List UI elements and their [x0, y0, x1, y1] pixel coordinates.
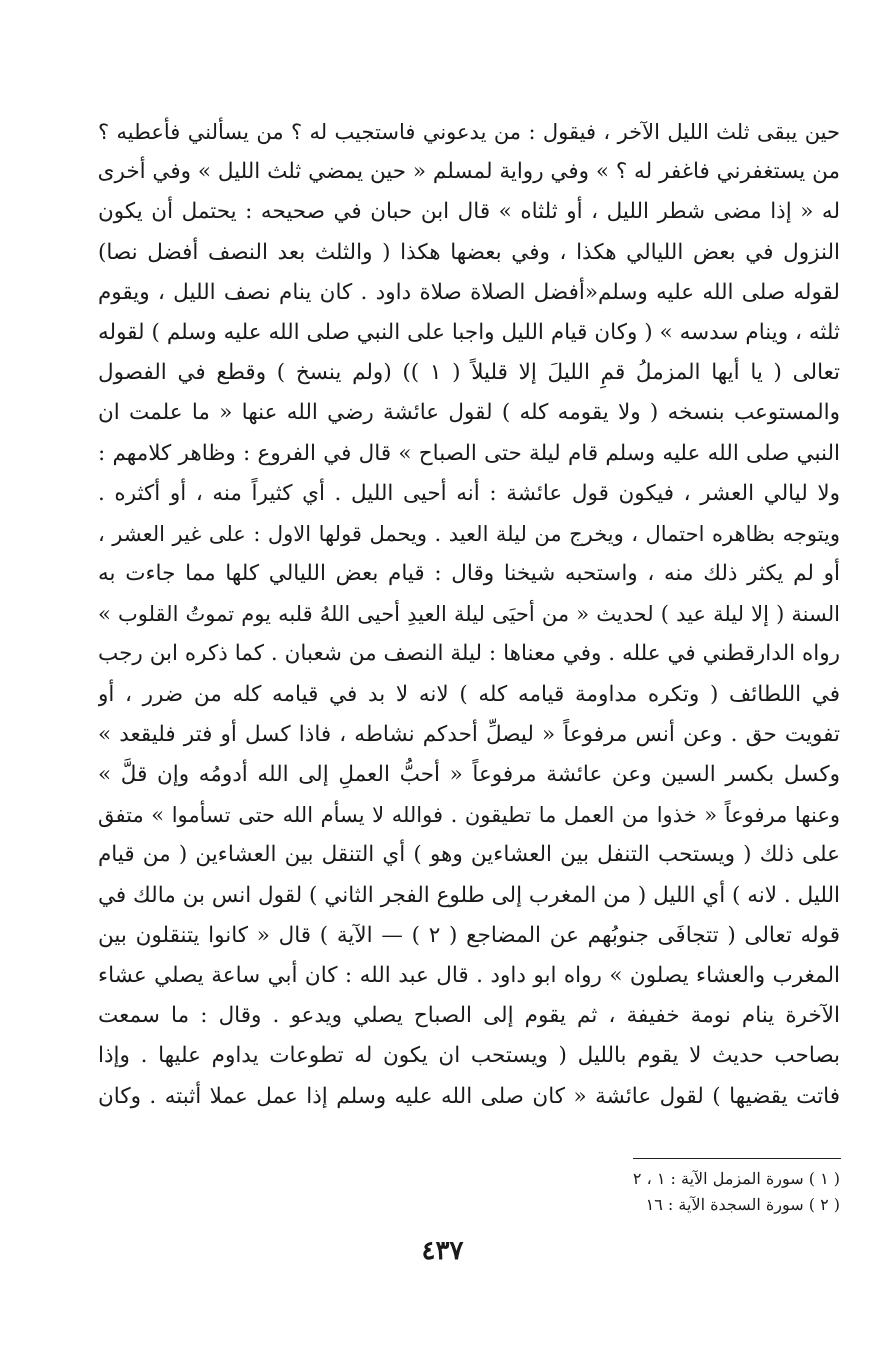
footnotes — [560, 1166, 840, 1218]
text-line: تفويت حق . وعن أنس مرفوعاً « ليصلِّ أحدكم نشاطه ، فاذا كسل أو فتر فليقعد » — [98, 721, 840, 747]
text-line: الآخرة ينام نومة خفيفة ، ثم يقوم إلى الصباح يصلي ويدعو . وقال : ما سمعت — [98, 1003, 840, 1029]
text-line: والمستوعب بنسخه ( ولا يقومه كله ) لقول عائشة رضي الله عنها « ما علمت ان — [98, 400, 840, 426]
text-line: من يستغفرني فاغفر له ؟ » وفي رواية لمسلم « حين يمضي ثلث الليل » وفي أخرى — [98, 159, 840, 185]
text-line: في اللطائف ( وتكره مداومة قيامه كله ) لانه لا بد في قيامه كله من ضرر ، أو — [98, 681, 840, 707]
text-line: أو لم يكثر ذلك منه ، واستحبه شيخنا وقال : قيام بعض الليالي كلها مما جاءت به — [98, 561, 840, 587]
main-text-block — [98, 112, 840, 1117]
footnote-separator — [633, 1158, 841, 1159]
text-line: ويتوجه بظاهره احتمال ، ويخرج من ليلة العيد . ويحمل قولها الاول : على غير العشر ، — [98, 521, 840, 546]
text-line: الليل . لانه ) أي الليل ( من المغرب إلى طلوع الفجر الثاني ) لقول انس بن مالك في — [98, 882, 840, 908]
footnote-1: ( ١ ) سورة المزمل الآية : ١ ، ٢ — [632, 1169, 840, 1188]
page-number: ٤٣٧ — [421, 1236, 464, 1266]
text-line: السنة ( إلا ليلة عيد ) لحديث « من أحيَى ليلة العيدِ أحيى اللهُ قلبه يوم تموتُ القلوب » — [98, 602, 840, 627]
text-line: تعالى ( يا أيها المزملُ قمِ الليلَ إلا قليلاً ( ١ )) (ولم ينسخ ) وقطع في الفصول — [98, 360, 840, 386]
text-line: المغرب والعشاء يصلون » رواه ابو داود . قال عبد الله : كان أبي ساعة يصلي عشاء — [98, 962, 840, 988]
text-line: على ذلك ( ويستحب التنفل بين العشاءين وهو ) أي التنقل بين العشاءين ( من قيام — [98, 842, 840, 868]
text-line: النزول في بعض الليالي هكذا ، وفي بعضها هكذا ( والثلث بعد النصف أفضل نصا) — [98, 239, 840, 265]
text-line: قوله تعالى ( تتجافَى جنوبُهم عن المضاجع ( ٢ ) — الآية ) قال « كانوا يتنقلون بين — [98, 922, 840, 948]
text-line: بصاحب حديث لا يقوم بالليل ( ويستحب ان يكون له تطوعات يداوم عليها . وإذا — [98, 1043, 840, 1069]
text-line: فاتت يقضيها ) لقول عائشة « كان صلى الله عليه وسلم إذا عمل عملا أثبته . وكان — [98, 1083, 840, 1109]
text-line: وكسل بكسر السين وعن عائشة مرفوعاً « أحبُّ العملِ إلى الله أدومُه وإن قلَّ » — [98, 762, 840, 787]
footnote-2: ( ٢ ) سورة السجدة الآية : ١٦ — [645, 1195, 840, 1214]
text-line: حين يبقى ثلث الليل الآخر ، فيقول : من يدعوني فاستجيب له ؟ من يسألني فأعطيه ؟ — [98, 120, 840, 144]
text-line: ثلثه ، وينام سدسه » ( وكان قيام الليل واجبا على النبي صلى الله عليه وسلم ) لقوله — [98, 319, 840, 345]
text-line: وعنها مرفوعاً « خذوا من العمل ما تطيقون . فوالله لا يسأم الله حتى تسأموا » متفق — [98, 803, 840, 828]
text-line: النبي صلى الله عليه وسلم قام ليلة حتى الصباح » قال في الفروع : وظاهر كلامهم : — [98, 440, 840, 466]
text-line: لقوله صلى الله عليه وسلم«أفضل الصلاة صلاة داود . كان ينام نصف الليل ، ويقوم — [98, 279, 840, 305]
text-line: رواه الدارقطني في علله . وفي معناها : ليلة النصف من شعبان . كما ذكره ابن رجب — [98, 641, 840, 667]
text-line: ولا ليالي العشر ، فيكون قول عائشة : أنه أحيى الليل . أي كثيراً منه ، أو أكثره . — [98, 480, 840, 506]
text-line: له « إذا مضى شطر الليل ، أو ثلثاه » قال ابن حبان في صحيحه : يحتمل أن يكون — [98, 199, 840, 225]
